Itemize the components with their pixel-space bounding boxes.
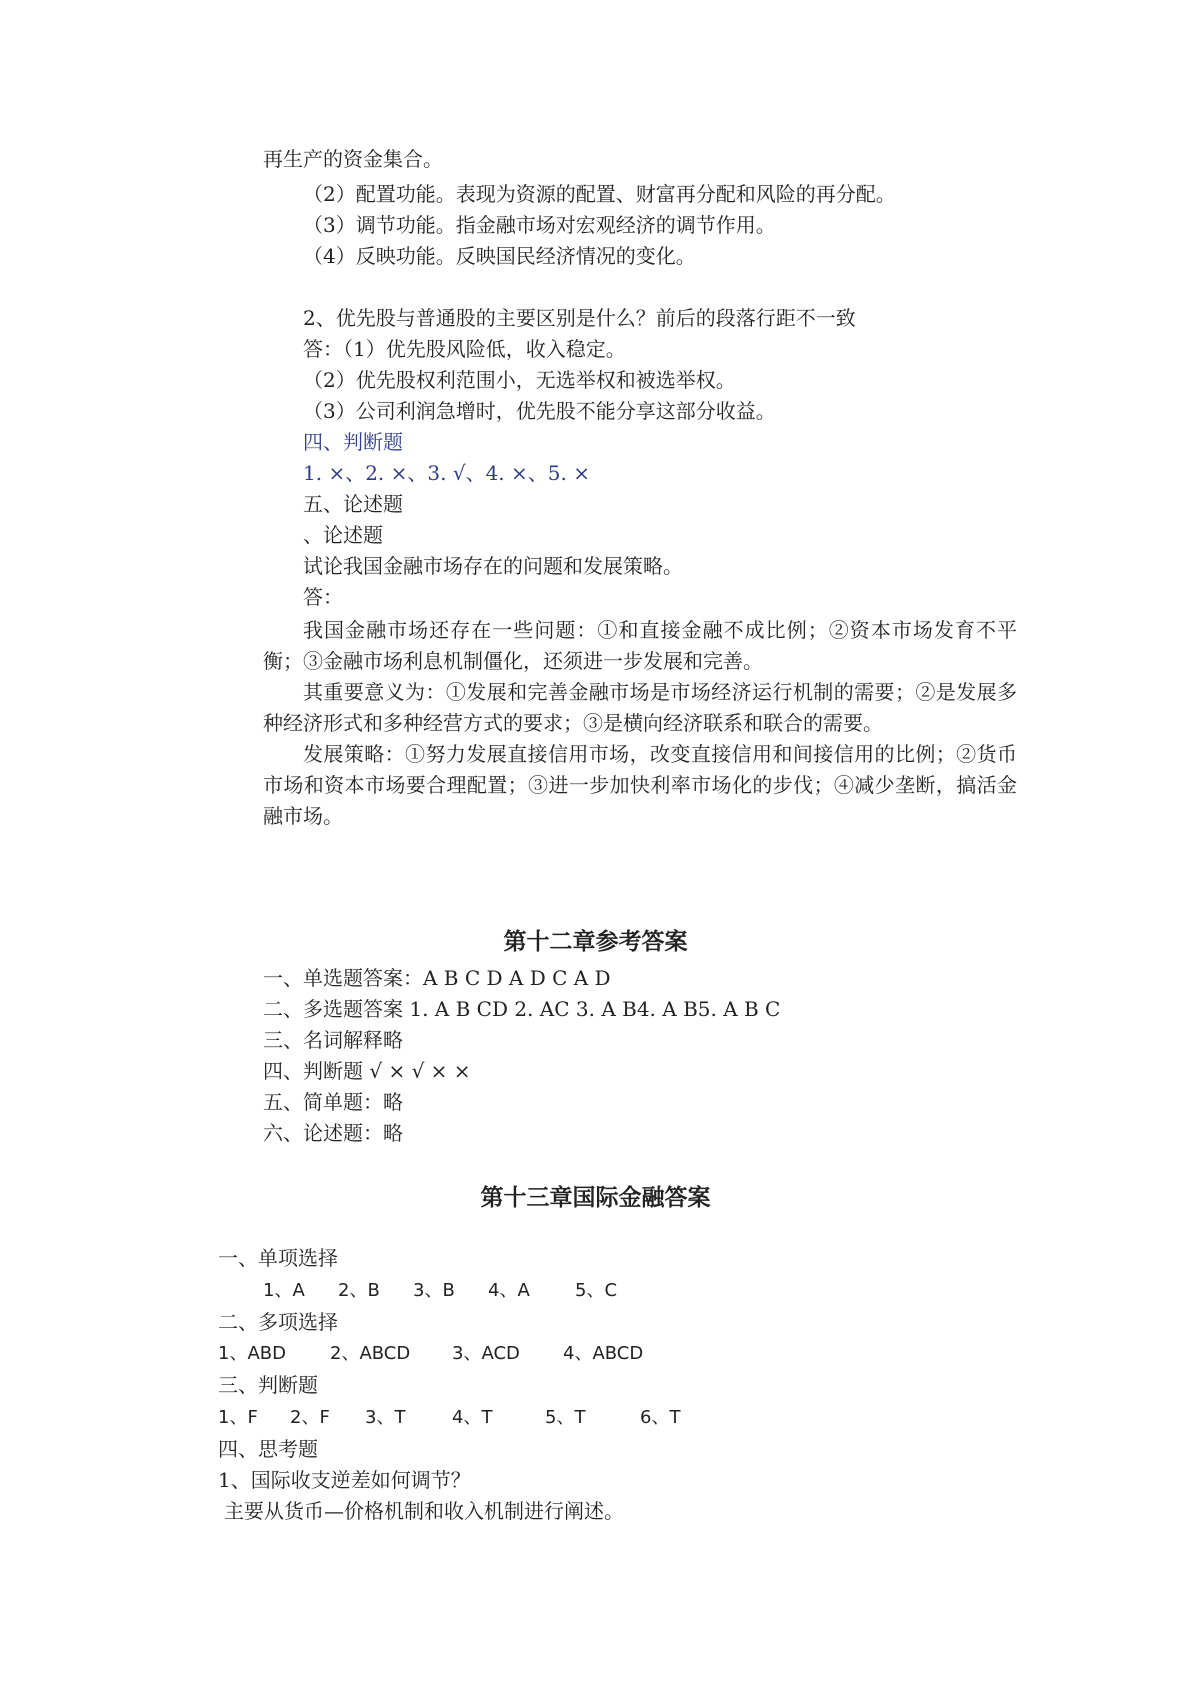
answer-line: 主要从货币—价格机制和收入机制进行阐述。 — [224, 1499, 624, 1523]
answer-item: 2、B — [338, 1280, 380, 1301]
chapter-12-title: 第十二章参考答案 — [503, 929, 688, 955]
essay-title: 五、论述题 — [303, 492, 403, 516]
judge-title: 四、判断题 — [303, 430, 403, 454]
essay-paragraph-1: 我国金融市场还存在一些问题：①和直接金融不成比例；②资本市场发育不平衡；③金融市场利息机制僵化，还须进一步发展和完善。 — [263, 618, 1017, 673]
text-line: 六、论述题：略 — [263, 1121, 403, 1145]
answer-item: 5、C — [575, 1280, 618, 1301]
answer-item: 3、ACD — [452, 1343, 520, 1364]
essay-question: 试论我国金融市场存在的问题和发展策略。 — [303, 554, 683, 578]
essay-title-2: 、论述题 — [303, 523, 383, 547]
text-line: 一、单选题答案：A B C D A D C A D — [263, 966, 611, 990]
answer-item: 4、T — [452, 1407, 493, 1428]
text-line: （2）配置功能。表现为资源的配置、财富再分配和风险的再分配。 — [303, 182, 896, 206]
section-title: 二、多项选择 — [218, 1310, 338, 1334]
question-2: 2、优先股与普通股的主要区别是什么？前后的段落行距不一致 — [303, 306, 856, 330]
answer-item: 2、ABCD — [330, 1343, 411, 1364]
answer-item: 1、F — [218, 1407, 258, 1428]
text-line: 三、名词解释略 — [263, 1028, 403, 1052]
answer-item: 5、T — [545, 1407, 586, 1428]
answer-item: 2、F — [290, 1407, 330, 1428]
text-line: 二、多选题答案 1. A B CD 2. AC 3. A B4. A B5. A B C — [263, 997, 781, 1021]
essay-paragraph-2: 其重要意义为：①发展和完善金融市场是市场经济运行机制的需要；②是发展多种经济形式和多种经营方式的要求；③是横向经济联系和联合的需要。 — [263, 680, 1017, 735]
text-line: 四、判断题 √ × √ × × — [263, 1059, 471, 1083]
text-line: 再生产的资金集合。 — [263, 147, 443, 171]
text-line: （4）反映功能。反映国民经济情况的变化。 — [303, 244, 696, 268]
answer-line: 答：（1）优先股风险低，收入稳定。 — [303, 337, 626, 361]
section-title: 四、思考题 — [218, 1437, 318, 1461]
text-line: 五、简单题：略 — [263, 1090, 403, 1114]
answer-item: 4、A — [488, 1280, 530, 1301]
section-title: 一、单项选择 — [218, 1246, 338, 1270]
section-title: 三、判断题 — [218, 1373, 318, 1397]
chapter-13-title: 第十三章国际金融答案 — [480, 1185, 711, 1211]
answer-item: 6、T — [640, 1407, 681, 1428]
answer-item: 1、ABD — [218, 1343, 286, 1364]
answer-line: （2）优先股权利范围小，无选举权和被选举权。 — [303, 368, 736, 392]
essay-paragraph-3: 发展策略：①努力发展直接信用市场，改变直接信用和间接信用的比例；②货币市场和资本市场要合理配置；③进一步加快利率市场化的步伐；④减少垄断，搞活金融市场。 — [263, 742, 1017, 828]
text-line: （3）调节功能。指金融市场对宏观经济的调节作用。 — [303, 213, 776, 237]
judge-answers: 1. ×、2. ×、3. √、4. ×、5. × — [303, 461, 590, 485]
essay-answer-label: 答： — [303, 585, 343, 609]
answer-item: 4、ABCD — [563, 1343, 644, 1364]
question: 1、国际收支逆差如何调节？ — [218, 1468, 471, 1492]
answer-item: 3、T — [365, 1407, 406, 1428]
answer-line: （3）公司利润急增时，优先股不能分享这部分收益。 — [303, 399, 776, 423]
answer-item: 3、B — [413, 1280, 455, 1301]
answer-item: 1、A — [263, 1280, 305, 1301]
